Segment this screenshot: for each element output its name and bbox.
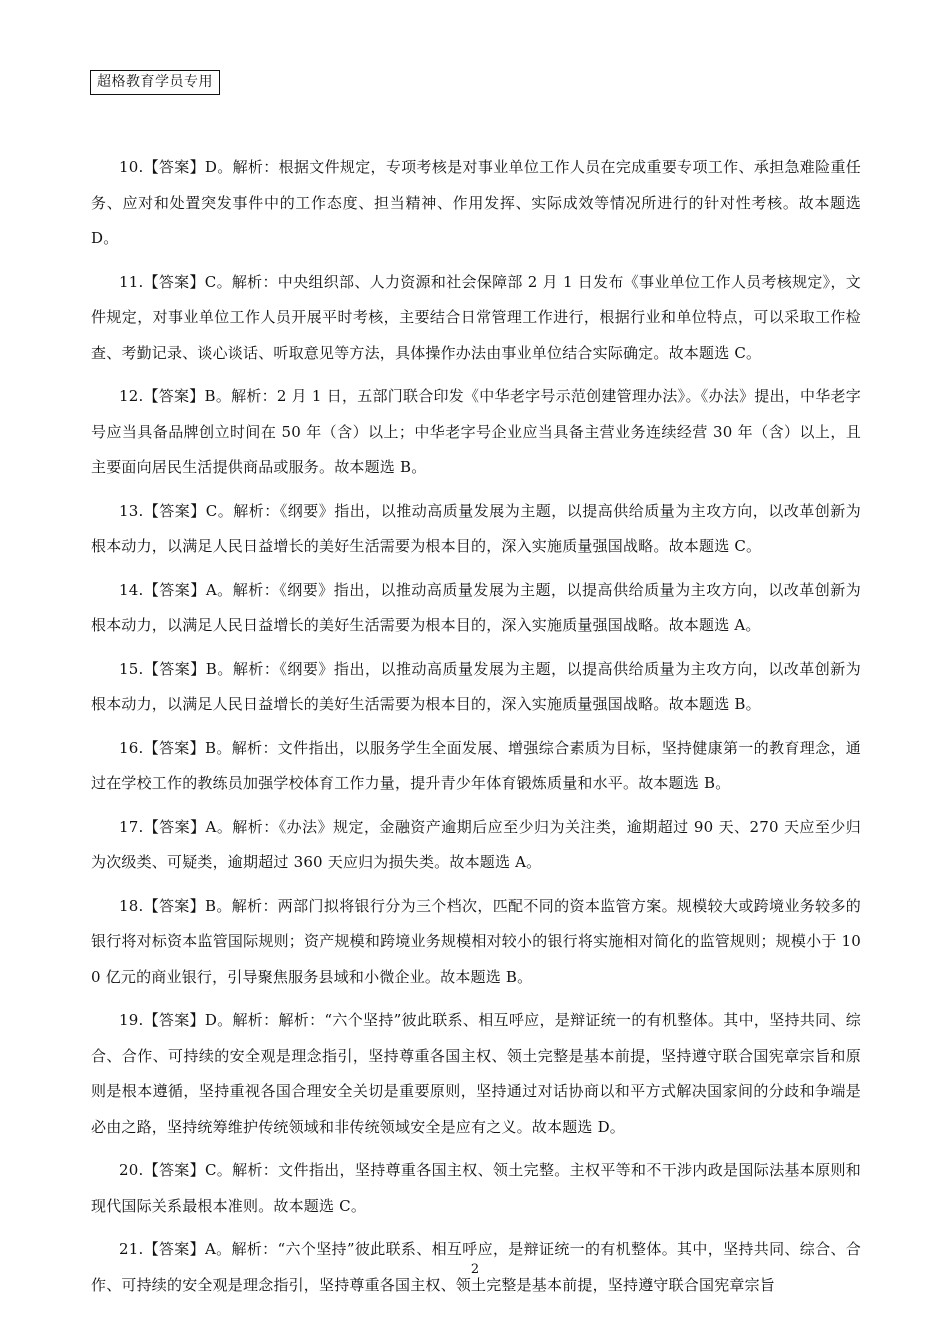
answer-paragraph-11: 11.【答案】C。解析：中央组织部、人力资源和社会保障部 2 月 1 日发布《事业单位工作人员考核规定》，文件规定，对事业单位工作人员开展平时考核，主要结合日常管理工作进行，根据行业和单位特点，可以采取工作检查、考勤记录、谈心谈话、听取意见等方法，具体操作办法由事业单位结合实际确定。故本题选 C。 bbox=[91, 272, 861, 362]
answer-paragraph-12: 12.【答案】B。解析：2 月 1 日，五部门联合印发《中华老字号示范创建管理办法》。《办法》提出，中华老字号应当具备品牌创立时间在 50 年（含）以上；中华老字号企业应当具备主营业务连续经营 30 年（含）以上，且主要面向居民生活提供商品或服务。故本题选 B。 bbox=[91, 387, 861, 476]
answer-explanations bbox=[91, 150, 861, 1311]
answer-paragraph-19: 19.【答案】D。解析：解析：“六个坚持”彼此联系、相互呼应，是辩证统一的有机整体。其中，坚持共同、综合、合作、可持续的安全观是理念指引，坚持尊重各国主权、领土完整是基本前提，坚持遵守联合国宪章宗旨和原则是根本遵循，坚持重视各国合理安全关切是重要原则，坚持通过对话协商以和平方式解决国家间的分歧和争端是必由之路，坚持统筹维护传统领域和非传统领域安全是应有之义。故本题选 D。 bbox=[91, 1011, 861, 1136]
answer-paragraph-21: 21.【答案】A。解析：“六个坚持”彼此联系、相互呼应，是辩证统一的有机整体。其中，坚持共同、综合、合作、可持续的安全观是理念指引，坚持尊重各国主权、领土完整是基本前提，坚持遵守联合国宪章宗旨 bbox=[91, 1240, 861, 1294]
answer-paragraph-20: 20.【答案】C。解析：文件指出，坚持尊重各国主权、领土完整。主权平等和不干涉内政是国际法基本原则和现代国际关系最根本准则。故本题选 C。 bbox=[91, 1161, 861, 1215]
answer-paragraph-10: 10.【答案】D。解析：根据文件规定，专项考核是对事业单位工作人员在完成重要专项工作、承担急难险重任务、应对和处置突发事件中的工作态度、担当精神、作用发挥、实际成效等情况所进行的针对性考核。故本题选 D。 bbox=[91, 158, 861, 247]
watermark-label-box: 超格教育学员专用 bbox=[90, 70, 220, 95]
page-number: 2 bbox=[470, 1262, 480, 1277]
answer-paragraph-16: 16.【答案】B。解析：文件指出，以服务学生全面发展、增强综合素质为目标，坚持健康第一的教育理念，通过在学校工作的教练员加强学校体育工作力量，提升青少年体育锻炼质量和水平。故本题选 B。 bbox=[91, 738, 861, 792]
answer-paragraph-13: 13.【答案】C。解析：《纲要》指出，以推动高质量发展为主题，以提高供给质量为主攻方向，以改革创新为根本动力，以满足人民日益增长的美好生活需要为根本目的，深入实施质量强国战略。故本题选 C。 bbox=[91, 501, 861, 555]
answer-paragraph-14: 14.【答案】A。解析：《纲要》指出，以推动高质量发展为主题，以提高供给质量为主攻方向，以改革创新为根本动力，以满足人民日益增长的美好生活需要为根本目的，深入实施质量强国战略。故本题选 A。 bbox=[91, 580, 861, 634]
answer-paragraph-18: 18.【答案】B。解析：两部门拟将银行分为三个档次，匹配不同的资本监管方案。规模较大或跨境业务较多的银行将对标资本监管国际规则；资产规模和跨境业务规模相对较小的银行将实施相对简化的监管规则；规模小于 100 亿元的商业银行，引导聚焦服务县域和小微企业。故本题选 B。 bbox=[91, 896, 861, 986]
answer-paragraph-17: 17.【答案】A。解析：《办法》规定，金融资产逾期后应至少归为关注类，逾期超过 90 天、270 天应至少归为次级类、可疑类，逾期超过 360 天应归为损失类。故本题选 A。 bbox=[91, 817, 861, 871]
answer-paragraph-15: 15.【答案】B。解析：《纲要》指出，以推动高质量发展为主题，以提高供给质量为主攻方向，以改革创新为根本动力，以满足人民日益增长的美好生活需要为根本目的，深入实施质量强国战略。故本题选 B。 bbox=[91, 659, 861, 713]
